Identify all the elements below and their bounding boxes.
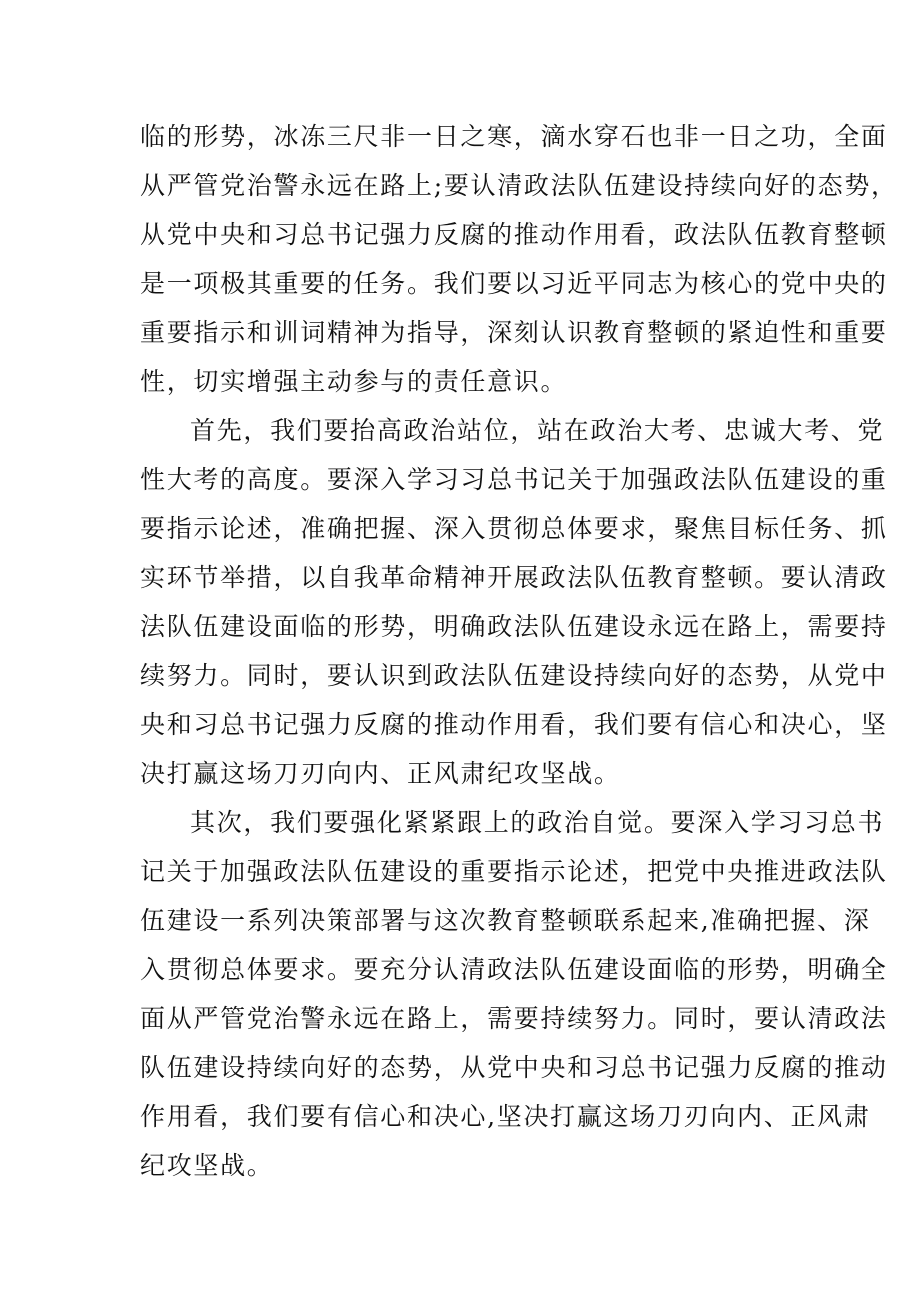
text-line: 作用看，我们要有信心和决心,坚决打赢这场刀刃向内、正风肃: [140, 1102, 871, 1131]
text-line: 从严管党治警永远在路上;要认清政法队伍建设持续向好的态势，: [140, 171, 898, 200]
text-line: 面从严管党治警永远在路上，需要持续努力。同时，要认清政法: [140, 1004, 888, 1033]
text-line: 性，切实增强主动参与的责任意识。: [140, 367, 568, 396]
text-line: 重要指示和训词精神为指导，深刻认识教育整顿的紧迫性和重要: [140, 318, 888, 347]
text-line: 决打赢这场刀刃向内、正风肃纪攻坚战。: [140, 759, 621, 788]
text-line: 法队伍建设面临的形势，明确政法队伍建设永远在路上，需要持: [140, 612, 888, 641]
paragraph-2: [140, 406, 888, 798]
text-line: 临的形势，冰冻三尺非一日之寒，滴水穿石也非一日之功，全面: [140, 122, 888, 151]
text-line: 续努力。同时，要认识到政法队伍建设持续向好的态势，从党中: [140, 661, 888, 690]
text-line: 央和习总书记强力反腐的推动作用看，我们要有信心和决心，坚: [140, 710, 888, 739]
text-line: 首先，我们要抬高政治站位，站在政治大考、忠诚大考、党: [190, 416, 885, 445]
text-line: 队伍建设持续向好的态势，从党中央和习总书记强力反腐的推动: [140, 1053, 888, 1082]
paragraph-1: [140, 112, 898, 406]
text-line: 记关于加强政法队伍建设的重要指示论述，把党中央推进政法队: [140, 857, 888, 886]
text-line: 其次，我们要强化紧紧跟上的政治自觉。要深入学习习总书: [190, 808, 885, 837]
text-line: 要指示论述，准确把握、深入贯彻总体要求，聚焦目标任务、抓: [140, 514, 888, 543]
text-line: 纪攻坚战。: [140, 1151, 274, 1180]
text-line: 是一项极其重要的任务。我们要以习近平同志为核心的党中央的: [140, 269, 888, 298]
text-line: 性大考的高度。要深入学习习总书记关于加强政法队伍建设的重: [140, 465, 888, 494]
text-line: 实环节举措，以自我革命精神开展政法队伍教育整顿。要认清政: [140, 563, 888, 592]
text-line: 入贯彻总体要求。要充分认清政法队伍建设面临的形势，明确全: [140, 955, 888, 984]
text-line: 伍建设一系列决策部署与这次教育整顿联系起来,准确把握、深: [140, 906, 871, 935]
text-line: 从党中央和习总书记强力反腐的推动作用看，政法队伍教育整顿: [140, 220, 888, 249]
document-body: [140, 112, 898, 1190]
paragraph-3: [140, 798, 888, 1190]
